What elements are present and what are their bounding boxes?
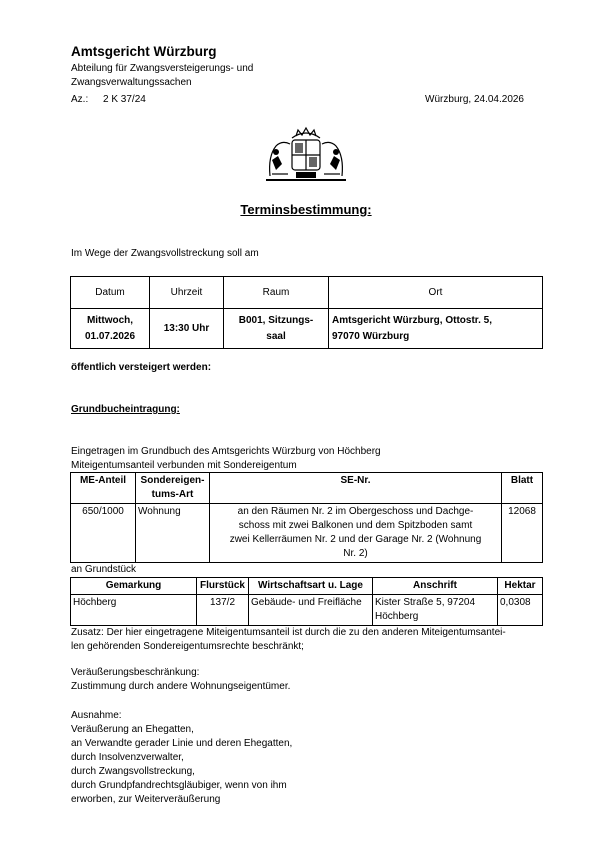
restriction-text: Zustimmung durch andere Wohnungseigentümer. <box>71 681 291 692</box>
restriction-heading: Veräußerungsbeschränkung: <box>71 667 200 678</box>
file-reference-number: 2 K 37/24 <box>103 94 146 105</box>
plot-flurstueck: 137/2 <box>197 595 249 626</box>
department-line-2: Zwangsverwaltungssachen <box>71 77 192 88</box>
appointment-data-row <box>71 309 543 349</box>
land-register-line-1: Eingetragen im Grundbuch des Amtsgerichts Würzburg von Höchberg <box>71 446 381 457</box>
plot-table <box>70 577 543 626</box>
exception-heading: Ausnahme: <box>71 710 122 721</box>
header-date: Datum <box>71 277 150 309</box>
plot-header-row <box>71 578 543 595</box>
plot-wirtschaftsart: Gebäude- und Freifläche <box>249 595 373 626</box>
land-register-line-2: Miteigentumsanteil verbunden mit Sondereigentum <box>71 460 297 471</box>
special-ownership-table <box>70 472 543 563</box>
plot-gemarkung: Höchberg <box>71 595 197 626</box>
file-reference <box>71 94 146 105</box>
se-header-share: ME-Anteil <box>71 473 136 504</box>
exception-line: erworben, zur Weiterveräußerung <box>71 794 221 805</box>
addendum-line-1: Zusatz: Der hier eingetragene Miteigentumsanteil ist durch die zu den anderen Miteigentumsantei- <box>71 627 506 638</box>
header-room: Raum <box>224 277 329 309</box>
plot-header-hectare: Hektar <box>498 578 543 595</box>
appointment-header-row <box>71 277 543 309</box>
court-name: Amtsgericht Würzburg <box>71 44 217 59</box>
plot-address: Kister Straße 5, 97204 Höchberg <box>373 595 498 626</box>
place-date: Würzburg, 24.04.2026 <box>425 94 524 105</box>
appointment-time: 13:30 Uhr <box>150 309 224 349</box>
plot-header-address: Anschrift <box>373 578 498 595</box>
se-type: Wohnung <box>136 504 210 563</box>
department <box>71 62 331 90</box>
se-description: an den Räumen Nr. 2 im Obergeschoss und Dachge- schoss mit zwei Balkonen und dem Spitzboden samt zwei Kellerräumen Nr. 2 und der Garage Nr. 2 (Wohnung Nr. 2) <box>210 504 502 563</box>
plot-header-gemarkung: Gemarkung <box>71 578 197 595</box>
file-reference-label: Az.: <box>71 94 89 105</box>
auction-statement: öffentlich versteigert werden: <box>71 362 212 373</box>
appointment-table <box>70 276 543 349</box>
coat-of-arms-icon <box>262 126 350 184</box>
appointment-place: Amtsgericht Würzburg, Ottostr. 5, 97070 Würzburg <box>329 309 543 349</box>
appointment-room: B001, Sitzungs- saal <box>224 309 329 349</box>
document-title: Terminsbestimmung: <box>240 202 372 217</box>
department-line-1: Abteilung für Zwangsversteigerungs- und <box>71 63 254 74</box>
se-sheet: 12068 <box>502 504 543 563</box>
plot-intro: an Grundstück <box>71 564 137 575</box>
se-header-type: Sondereigen- tums-Art <box>136 473 210 504</box>
exception-line: durch Zwangsvollstreckung, <box>71 766 195 777</box>
exception-line: durch Grundpfandrechtsgläubiger, wenn von ihm <box>71 780 287 791</box>
header-time: Uhrzeit <box>150 277 224 309</box>
exception-line: durch Insolvenzverwalter, <box>71 752 184 763</box>
appointment-date: Mittwoch, 01.07.2026 <box>71 309 150 349</box>
plot-header-wirtschaftsart: Wirtschaftsart u. Lage <box>249 578 373 595</box>
se-header-row <box>71 473 543 504</box>
plot-header-flurstueck: Flurstück <box>197 578 249 595</box>
plot-data-row <box>71 595 543 626</box>
exception-block <box>71 709 292 807</box>
se-data-row <box>71 504 543 563</box>
se-share: 650/1000 <box>71 504 136 563</box>
land-register-heading: Grundbucheintragung: <box>71 404 180 415</box>
se-header-sheet: Blatt <box>502 473 543 504</box>
header-place: Ort <box>329 277 543 309</box>
plot-hectare: 0,0308 <box>498 595 543 626</box>
addendum <box>71 626 547 654</box>
exception-line: Veräußerung an Ehegatten, <box>71 724 194 735</box>
exception-line: an Verwandte gerader Linie und deren Ehegatten, <box>71 738 293 749</box>
addendum-line-2: len gehörenden Sondereigentumsrechte beschränkt; <box>71 641 304 652</box>
se-header-number: SE-Nr. <box>210 473 502 504</box>
intro-text: Im Wege der Zwangsvollstreckung soll am <box>71 248 259 259</box>
